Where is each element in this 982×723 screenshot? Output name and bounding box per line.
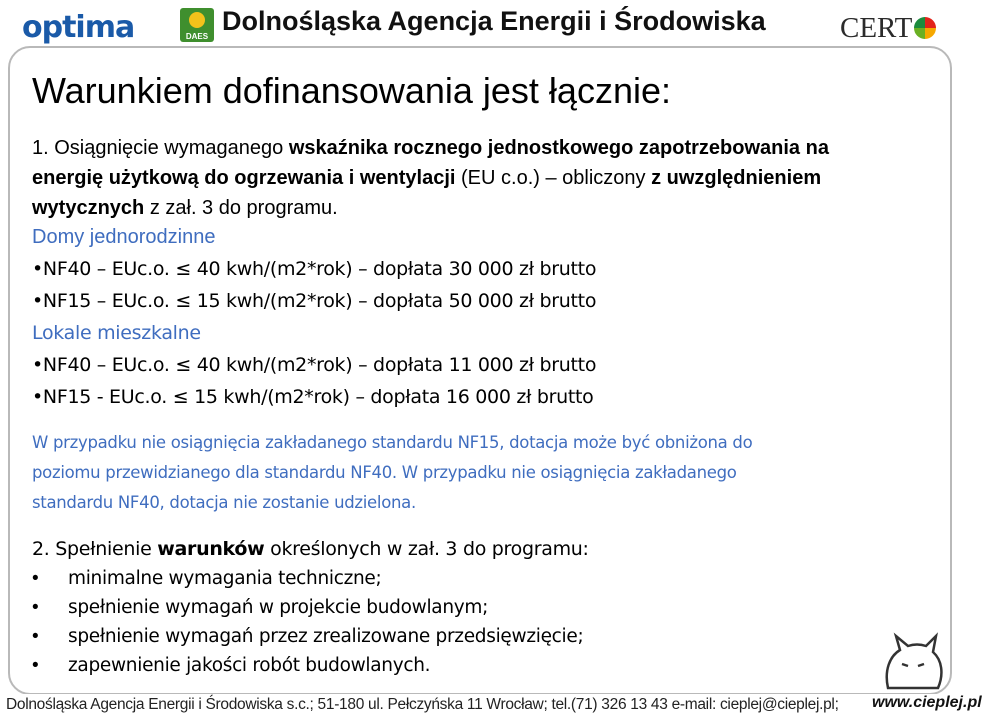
section-flats-heading: Lokale mieszkalne bbox=[32, 322, 201, 344]
header bbox=[0, 0, 960, 46]
bullet-icon: • bbox=[32, 655, 39, 676]
point2-line bbox=[32, 538, 589, 560]
point1-line1 bbox=[32, 137, 829, 160]
flats-nf15-item: •NF15 - EUc.o. ≤ 15 kwh/(m2*rok) – dopłata 16 000 zł brutto bbox=[32, 386, 594, 408]
footer bbox=[0, 694, 960, 723]
point1-line2 bbox=[32, 167, 821, 190]
requirement-item: zapewnienie jakości robót budowlanych. bbox=[68, 655, 431, 676]
section-houses-heading: Domy jednorodzinne bbox=[32, 226, 216, 248]
point2-bold: warunków bbox=[157, 538, 265, 560]
daes-logo-text: DAES bbox=[185, 32, 209, 41]
houses-nf40-item: •NF40 – EUc.o. ≤ 40 kwh/(m2*rok) – dopłata 30 000 zł brutto bbox=[32, 258, 597, 280]
cat-logo-icon bbox=[878, 630, 948, 692]
footer-contact: Dolnośląska Agencja Energii i Środowiska s.c.; 51-180 ul. Pełczyńska 11 Wrocław; tel.(71) 326 13 43 e-mail: cieplej@cieplej.pl; bbox=[6, 696, 839, 713]
point2-text-2: określonych w zał. 3 do programu: bbox=[264, 538, 589, 560]
point1-bold-3: z uwzględnieniem bbox=[651, 167, 822, 189]
point2-text: 2. Spełnienie bbox=[32, 538, 158, 560]
bullet-icon: • bbox=[32, 597, 39, 618]
note-line3: standardu NF40, dotacja nie zostanie udzielona. bbox=[32, 493, 416, 512]
cieplej-logo[interactable]: www.cieplej.pl bbox=[872, 694, 982, 711]
requirement-item: spełnienie wymagań przez zrealizowane przedsięwzięcie; bbox=[68, 626, 584, 647]
slide-title: Warunkiem dofinansowania jest łącznie: bbox=[32, 70, 671, 111]
point1-bold-4: wytycznych bbox=[32, 197, 145, 219]
point1-bold: wskaźnika rocznego jednostkowego zapotrzebowania na bbox=[288, 137, 829, 159]
flats-nf40-item: •NF40 – EUc.o. ≤ 40 kwh/(m2*rok) – dopłata 11 000 zł brutto bbox=[32, 354, 597, 376]
daes-logo bbox=[180, 8, 214, 42]
sun-icon bbox=[189, 12, 205, 28]
certo-circle-icon bbox=[914, 17, 936, 39]
requirement-item: minimalne wymagania techniczne; bbox=[68, 568, 382, 589]
point1-text: 1. Osiągnięcie wymaganego bbox=[32, 137, 289, 159]
note-line2: poziomu przewidzianego dla standardu NF40. W przypadku nie osiągnięcia zakładanego bbox=[32, 463, 737, 482]
certo-logo bbox=[840, 12, 936, 45]
point1-bold-2: energię użytkową do ogrzewania i wentylacji bbox=[32, 167, 456, 189]
point1-text-2: (EU c.o.) – obliczony bbox=[455, 167, 652, 189]
bullet-icon: • bbox=[32, 626, 39, 647]
bullet-icon: • bbox=[32, 568, 39, 589]
agency-title: Dolnośląska Agencja Energii i Środowiska bbox=[222, 6, 766, 36]
certo-logo-text: CERT bbox=[840, 12, 913, 44]
optima-logo: optima bbox=[22, 10, 135, 45]
point1-line3 bbox=[32, 197, 338, 220]
note-line1: W przypadku nie osiągnięcia zakładanego standardu NF15, dotacja może być obniżona do bbox=[32, 433, 753, 452]
houses-nf15-item: •NF15 – EUc.o. ≤ 15 kwh/(m2*rok) – dopłata 50 000 zł brutto bbox=[32, 290, 597, 312]
point1-text-3: z zał. 3 do programu. bbox=[144, 197, 338, 219]
requirement-item: spełnienie wymagań w projekcie budowlanym; bbox=[68, 597, 489, 618]
